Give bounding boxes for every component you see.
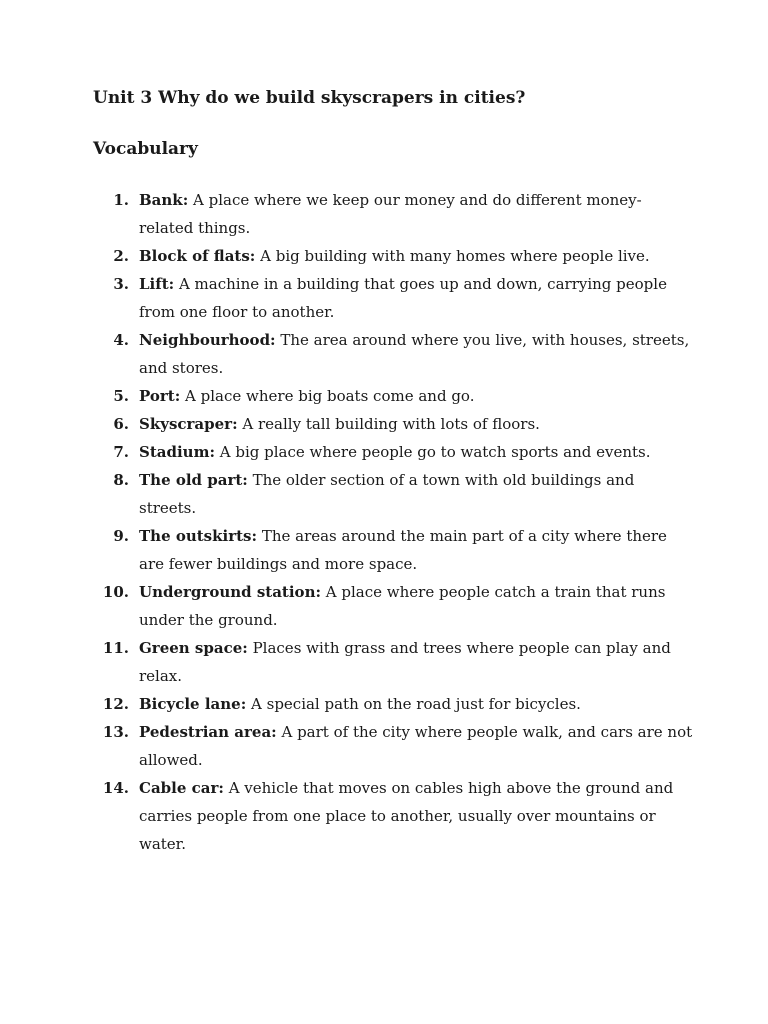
list-item <box>93 326 693 382</box>
list-item-number: 10. <box>102 583 129 601</box>
list-item-number: 7. <box>113 443 129 461</box>
list-item-number: 11. <box>102 639 129 657</box>
vocab-term: Green space: <box>139 639 248 657</box>
vocab-term: Cable car: <box>139 779 224 797</box>
list-item-number: 6. <box>113 415 129 433</box>
list-item <box>93 438 693 466</box>
list-item <box>93 186 693 242</box>
page-title: Unit 3 Why do we build skyscrapers in cities? <box>93 88 526 108</box>
vocab-term: Skyscraper: <box>139 415 238 433</box>
section-heading: Vocabulary <box>93 139 198 159</box>
vocab-term: The old part: <box>139 471 248 489</box>
vocab-term: Bank: <box>139 191 189 209</box>
list-item-number: 1. <box>113 191 129 209</box>
list-item <box>93 270 693 326</box>
vocab-definition: The area around where you live, with houses, streets, and stores. <box>139 331 690 377</box>
vocab-term: Lift: <box>139 275 175 293</box>
vocab-definition: A place where we keep our money and do different money-related things. <box>139 191 642 237</box>
vocab-definition: A big building with many homes where people live. <box>260 247 650 265</box>
document-page <box>93 84 693 858</box>
list-item <box>93 522 693 578</box>
vocab-definition: A special path on the road just for bicycles. <box>251 695 581 713</box>
vocabulary-list <box>93 186 693 858</box>
list-item-number: 9. <box>113 527 129 545</box>
list-item-number: 3. <box>113 275 129 293</box>
vocab-definition: A vehicle that moves on cables high above the ground and carries people from one place to another, usually over mountains or water. <box>139 779 674 853</box>
vocab-term: Pedestrian area: <box>139 723 277 741</box>
vocab-term: Underground station: <box>139 583 322 601</box>
list-item <box>93 634 693 690</box>
vocab-term: Neighbourhood: <box>139 331 276 349</box>
vocab-definition: A place where big boats come and go. <box>185 387 475 405</box>
list-item <box>93 410 693 438</box>
vocab-definition: A part of the city where people walk, and cars are not allowed. <box>139 723 693 769</box>
vocab-term: Stadium: <box>139 443 215 461</box>
vocab-definition: The areas around the main part of a city where there are fewer buildings and more space. <box>139 527 667 573</box>
list-item <box>93 578 693 634</box>
list-item-number: 12. <box>102 695 129 713</box>
vocab-term: Block of flats: <box>139 247 256 265</box>
vocab-definition: A really tall building with lots of floors. <box>242 415 540 433</box>
vocab-term: Port: <box>139 387 181 405</box>
vocab-term: The outskirts: <box>139 527 258 545</box>
vocab-definition: A big place where people go to watch sports and events. <box>219 443 651 461</box>
list-item <box>93 774 693 858</box>
list-item <box>93 690 693 718</box>
list-item <box>93 466 693 522</box>
vocab-definition: Places with grass and trees where people can play and relax. <box>139 639 671 685</box>
list-item-number: 5. <box>113 387 129 405</box>
vocab-definition: A machine in a building that goes up and down, carrying people from one floor to another. <box>139 275 667 321</box>
vocab-definition: A place where people catch a train that runs under the ground. <box>139 583 666 629</box>
vocab-definition: The older section of a town with old buildings and streets. <box>139 471 635 517</box>
list-item <box>93 382 693 410</box>
list-item-number: 4. <box>113 331 129 349</box>
list-item <box>93 242 693 270</box>
list-item-number: 13. <box>102 723 129 741</box>
vocab-term: Bicycle lane: <box>139 695 247 713</box>
list-item-number: 8. <box>113 471 129 489</box>
list-item <box>93 718 693 774</box>
list-item-number: 2. <box>113 247 129 265</box>
list-item-number: 14. <box>102 779 129 797</box>
